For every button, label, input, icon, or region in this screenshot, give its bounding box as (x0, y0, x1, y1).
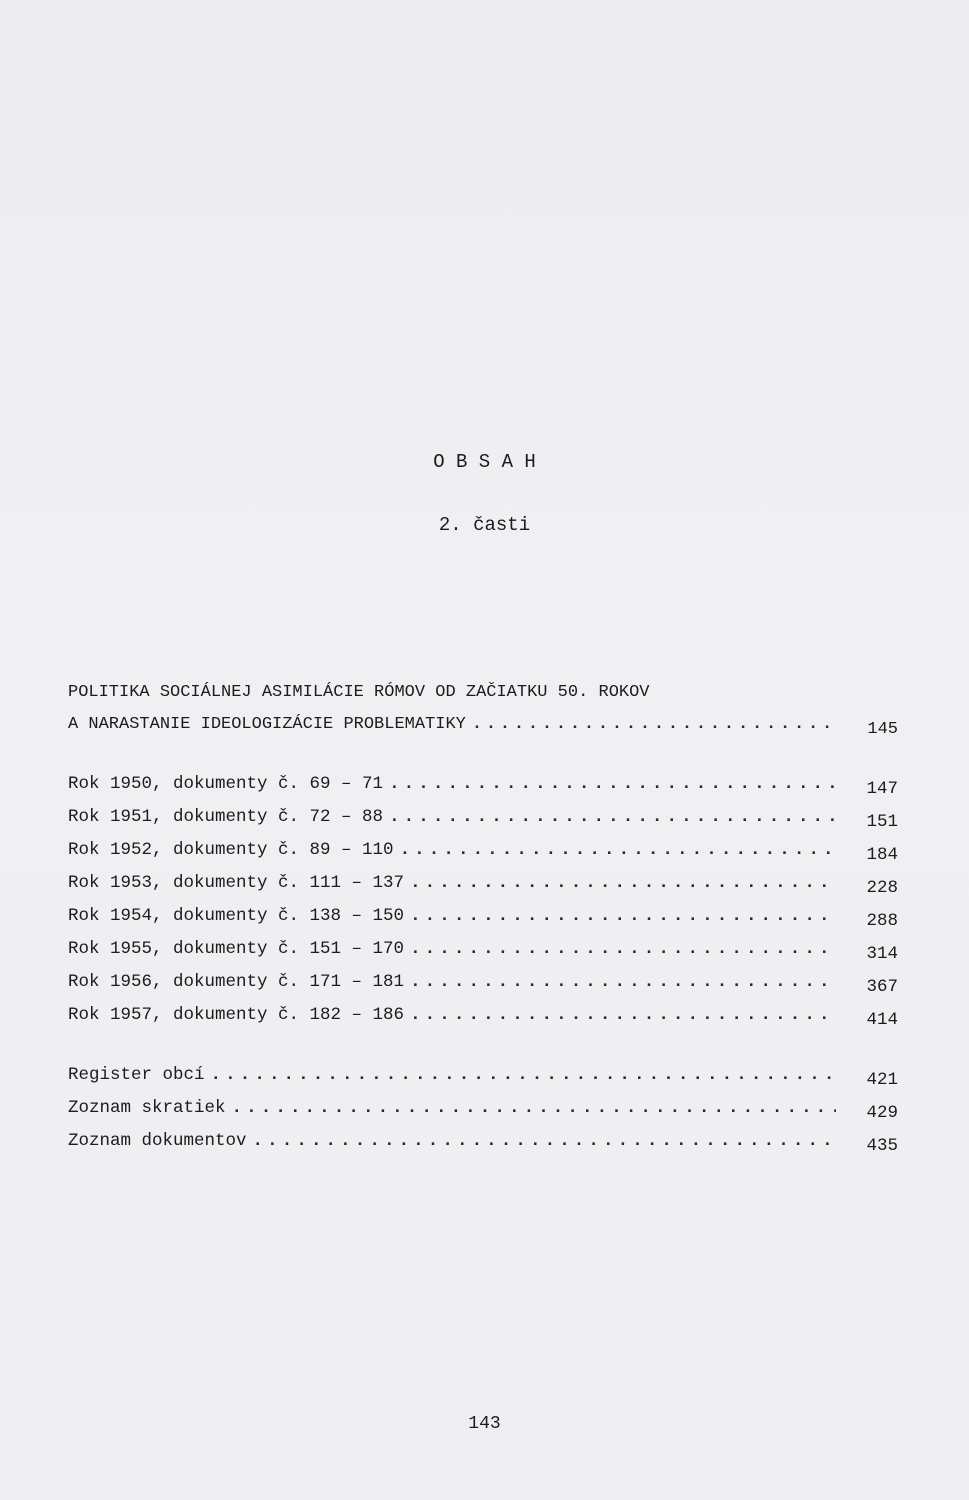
dot-leader (410, 1005, 836, 1025)
toc-entry-year (68, 873, 898, 898)
dot-leader (211, 1065, 836, 1085)
toc-entry-page: 228 (866, 878, 898, 898)
dot-leader (410, 906, 836, 926)
toc-entry-year (68, 939, 898, 964)
dot-leader (389, 774, 836, 794)
toc-entry-label: Rok 1950, dokumenty č. 69 – 71 (68, 774, 384, 794)
toc-entry-page: 147 (866, 779, 898, 799)
page-number-footer: 143 (468, 1414, 501, 1434)
toc-entry-label: Rok 1956, dokumenty č. 171 – 181 (68, 972, 405, 992)
toc-entry-appendix (68, 1065, 898, 1090)
dot-leader (400, 840, 836, 860)
dot-leader (410, 972, 836, 992)
dot-leader (389, 807, 836, 827)
toc-entry-appendix (68, 1131, 898, 1156)
part-heading-line1: POLITIKA SOCIÁLNEJ ASIMILÁCIE RÓMOV OD ZAČIATKU 50. ROKOV (68, 683, 650, 702)
toc-entry-page: 435 (866, 1136, 898, 1156)
toc-entry-year (68, 807, 898, 832)
dot-leader (232, 1098, 836, 1118)
toc-entry-year (68, 840, 898, 865)
toc-entry-page: 288 (866, 911, 898, 931)
dot-leader (410, 873, 836, 893)
dot-leader (253, 1131, 836, 1151)
toc-entry-page: 414 (866, 1010, 898, 1030)
toc-entry-year (68, 972, 898, 997)
toc-entry-label: Zoznam dokumentov (68, 1131, 247, 1151)
toc-entry-label: Zoznam skratiek (68, 1098, 226, 1118)
page-subtitle: 2. časti (438, 514, 531, 536)
toc-entry-label: Register obcí (68, 1065, 205, 1085)
toc-entry-page: 184 (866, 845, 898, 865)
toc-entry-page: 151 (866, 812, 898, 832)
toc-entry-year (68, 774, 898, 799)
toc-entry-page: 314 (866, 944, 898, 964)
toc-entry-label: Rok 1954, dokumenty č. 138 – 150 (68, 906, 405, 926)
part-heading-line2-label: A NARASTANIE IDEOLOGIZÁCIE PROBLEMATIKY (68, 715, 466, 734)
toc-entry-appendix (68, 1098, 898, 1123)
toc-entry-year (68, 906, 898, 931)
toc-entry-label: Rok 1953, dokumenty č. 111 – 137 (68, 873, 405, 893)
toc-entry-label: Rok 1951, dokumenty č. 72 – 88 (68, 807, 384, 827)
part-heading-line2 (68, 715, 898, 739)
toc-entry-label: Rok 1957, dokumenty č. 182 – 186 (68, 1005, 405, 1025)
toc-entry-page: 367 (866, 977, 898, 997)
part-page-number: 145 (867, 720, 898, 739)
dot-leader (410, 939, 836, 959)
toc-entry-label: Rok 1955, dokumenty č. 151 – 170 (68, 939, 405, 959)
toc-entry-page: 429 (866, 1103, 898, 1123)
page-title: O B S A H (433, 451, 536, 473)
toc-entry-page: 421 (866, 1070, 898, 1090)
toc-entry-year (68, 1005, 898, 1030)
dot-leader (472, 715, 836, 734)
toc-entry-label: Rok 1952, dokumenty č. 89 – 110 (68, 840, 394, 860)
